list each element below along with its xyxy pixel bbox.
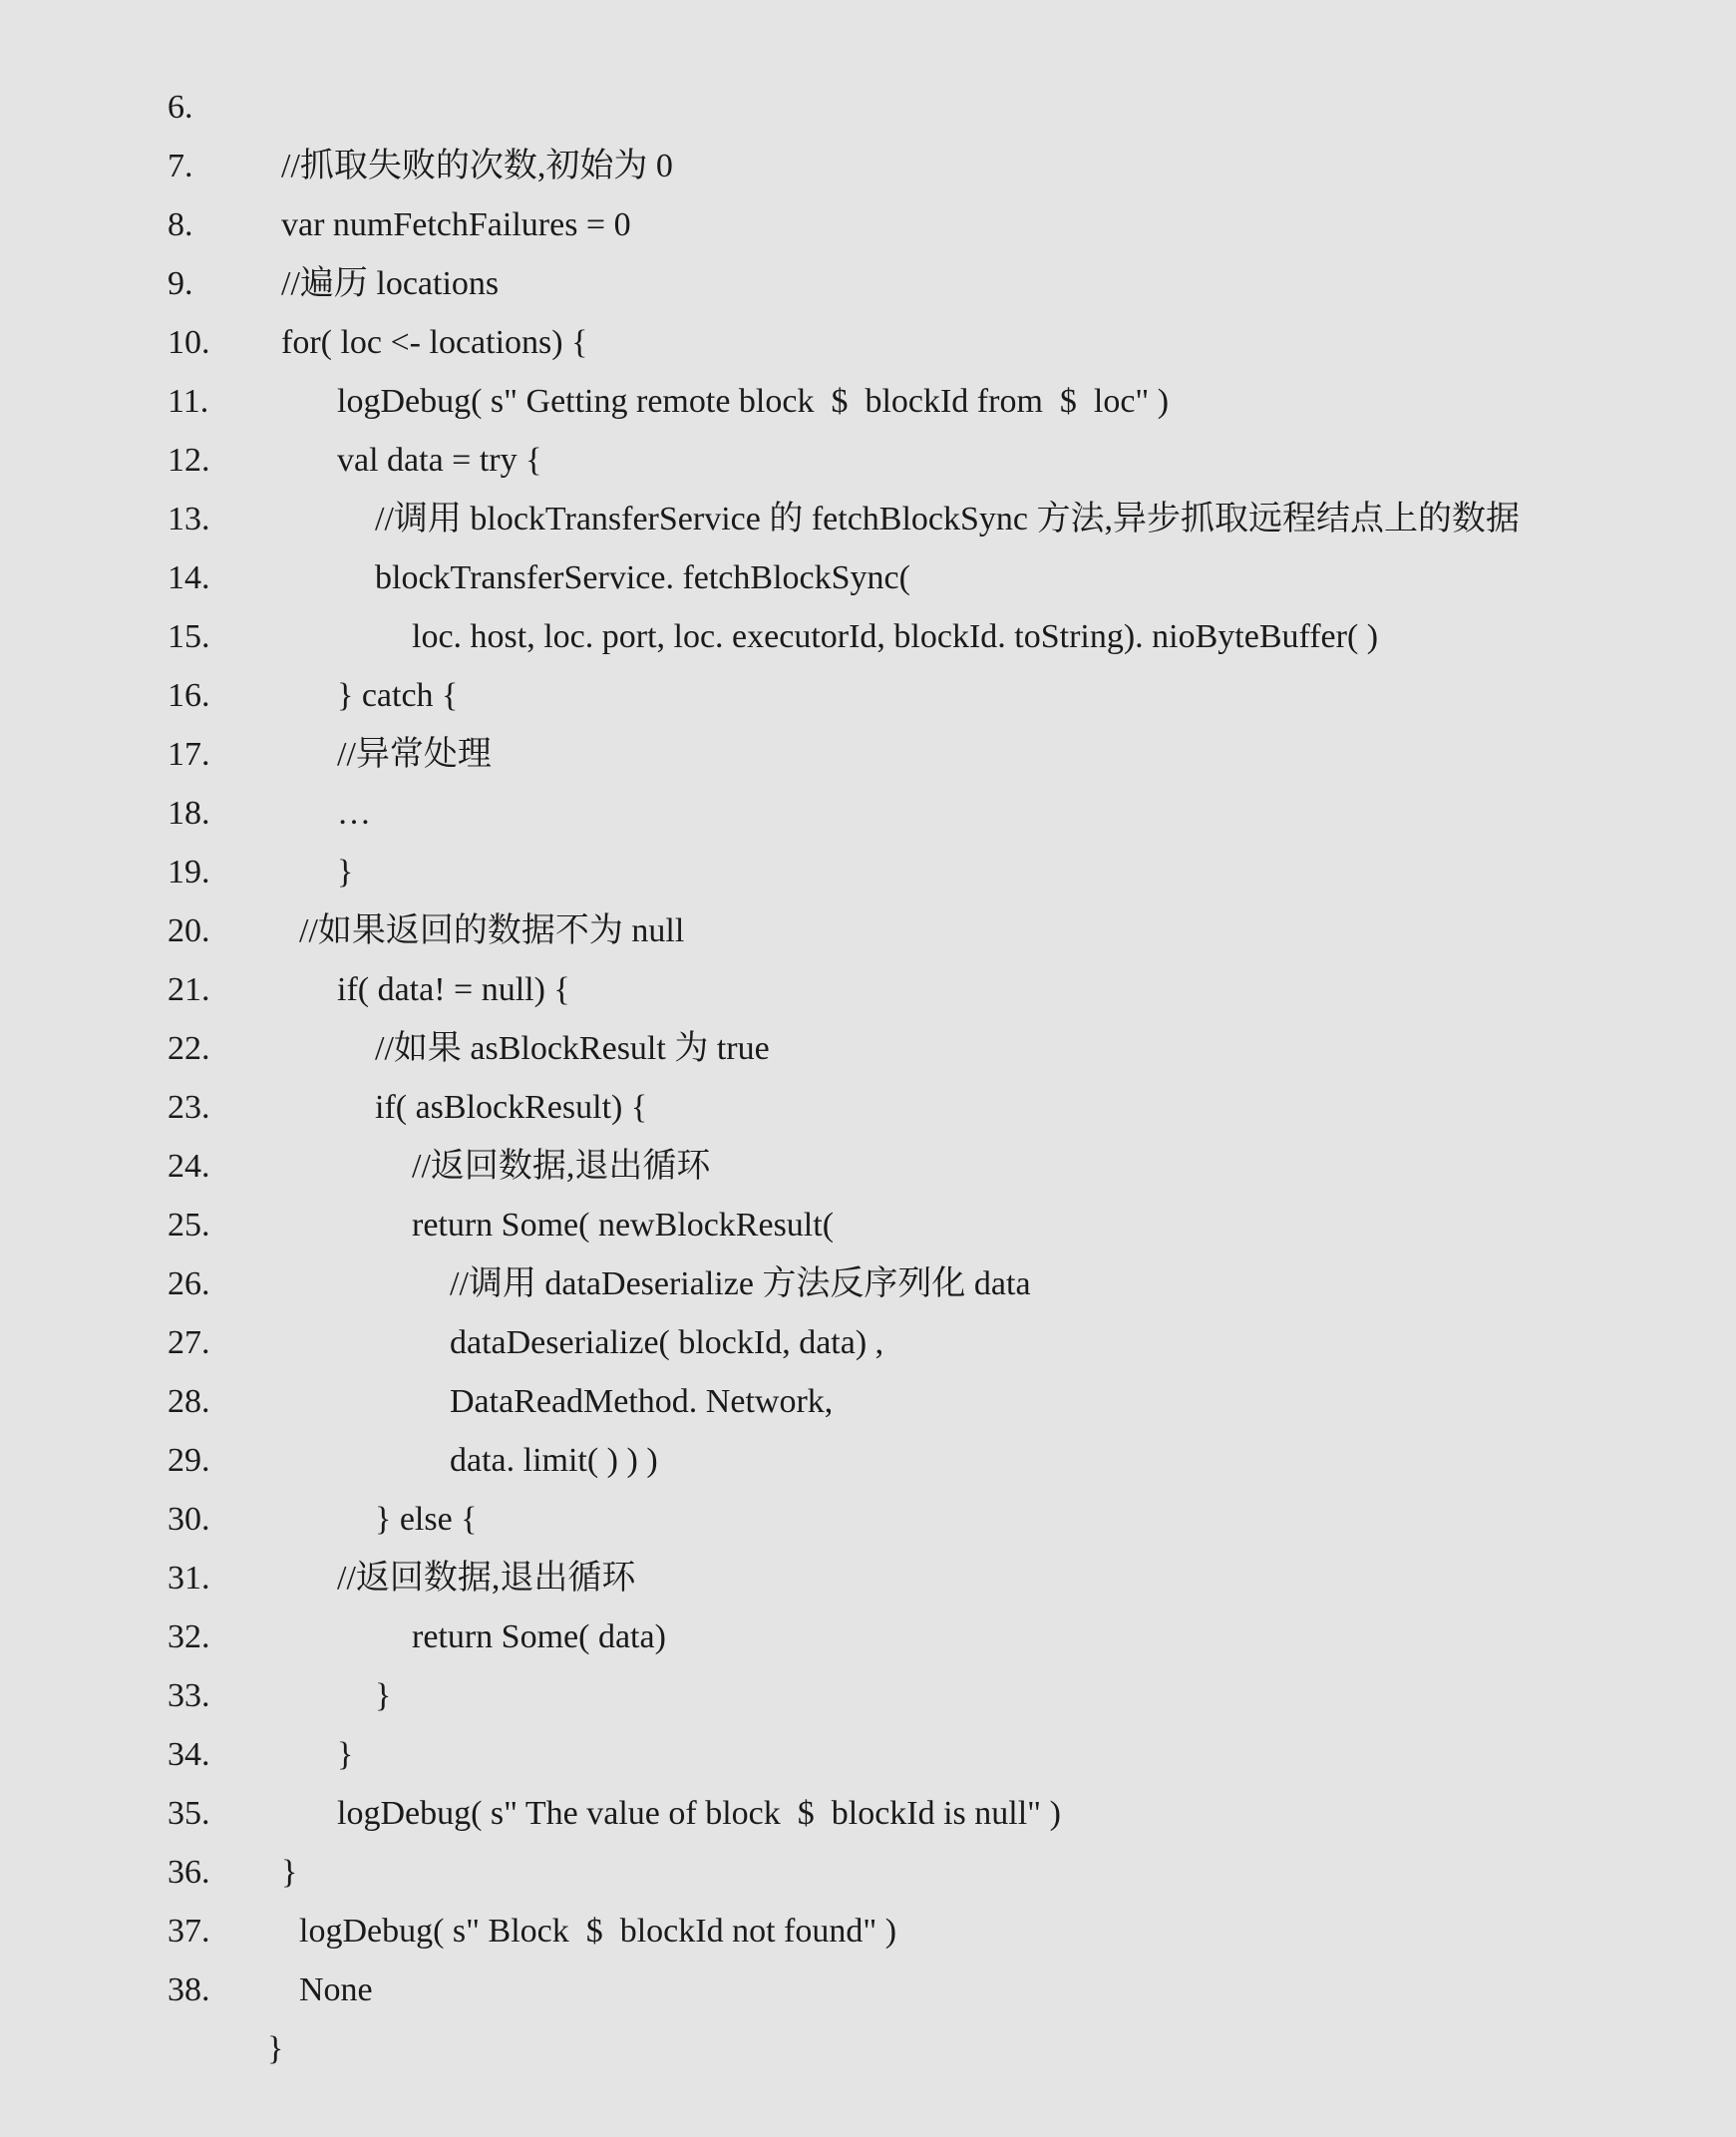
code-comment: //调用 dataDeserialize 方法反序列化 data <box>450 1265 1031 1302</box>
line-number: 7. <box>168 148 193 184</box>
code-text: loc. host, loc. port, loc. executorId, blockId. toString). nioByteBuffer( ) <box>412 618 1379 655</box>
code-comment: //如果返回的数据不为 null <box>299 912 685 949</box>
code-text: for( loc <- locations) { <box>281 324 588 361</box>
code-text: dataDeserialize( blockId, data) , <box>450 1324 884 1361</box>
line-number: 9. <box>168 265 193 302</box>
code-text: logDebug( s" Block $ blockId not found" ) <box>299 1913 897 1950</box>
line-number: 31. <box>168 1560 210 1597</box>
line-number: 33. <box>168 1677 210 1714</box>
line-number: 14. <box>168 559 210 596</box>
line-number: 26. <box>168 1265 210 1302</box>
code-text: logDebug( s" The value of block $ blockId is null" ) <box>337 1795 1061 1832</box>
line-number: 38. <box>168 1971 210 2008</box>
line-number: 28. <box>168 1383 210 1420</box>
code-text: var numFetchFailures = 0 <box>281 206 631 243</box>
code-line <box>0 19 1736 184</box>
line-number: 34. <box>168 1736 210 1773</box>
line-number: 23. <box>168 1089 210 1126</box>
code-text: } <box>375 1677 392 1714</box>
code-text: return Some( data) <box>412 1618 666 1655</box>
line-number: 24. <box>168 1148 210 1185</box>
code-comment: //调用 blockTransferService 的 fetchBlockSync 方法,异步抓取远程结点上的数据 <box>375 501 1520 537</box>
code-comment: //返回数据,退出循环 <box>337 1560 636 1597</box>
line-number: 36. <box>168 1854 210 1891</box>
code-text: None <box>299 1971 373 2008</box>
line-number: 21. <box>168 971 210 1008</box>
code-text: } <box>337 1736 354 1773</box>
code-text: val data = try { <box>337 442 542 479</box>
line-number: 13. <box>168 501 210 537</box>
code-text: } <box>267 2030 284 2067</box>
code-text: … <box>337 795 371 832</box>
line-number: 37. <box>168 1913 210 1950</box>
code-text: } catch { <box>337 677 459 714</box>
line-number: 30. <box>168 1501 210 1538</box>
code-text: if( data! = null) { <box>337 971 570 1008</box>
code-text: } <box>281 1854 298 1891</box>
line-number: 25. <box>168 1207 210 1244</box>
line-number: 11. <box>168 383 209 420</box>
line-number: 8. <box>168 206 193 243</box>
code-text: DataReadMethod. Network, <box>450 1383 834 1420</box>
line-number: 19. <box>168 854 210 890</box>
line-number: 12. <box>168 442 210 479</box>
code-comment: //如果 asBlockResult 为 true <box>375 1030 770 1067</box>
code-text: return Some( newBlockResult( <box>412 1207 835 1244</box>
code-text: data. limit( ) ) ) <box>450 1442 658 1479</box>
line-number: 32. <box>168 1618 210 1655</box>
code-comment: //异常处理 <box>337 736 492 773</box>
code-text: blockTransferService. fetchBlockSync( <box>375 559 910 596</box>
line-number: 15. <box>168 618 210 655</box>
line-number: 20. <box>168 912 210 949</box>
line-number: 22. <box>168 1030 210 1067</box>
code-comment: //遍历 locations <box>281 265 500 302</box>
code-text: logDebug( s" Getting remote block $ blockId from $ loc" ) <box>337 383 1170 420</box>
line-number: 35. <box>168 1795 210 1832</box>
line-number: 16. <box>168 677 210 714</box>
code-comment: //返回数据,退出循环 <box>412 1148 711 1185</box>
line-number: 17. <box>168 736 210 773</box>
line-number: 18. <box>168 795 210 832</box>
line-number: 10. <box>168 324 210 361</box>
line-number: 29. <box>168 1442 210 1479</box>
line-number: 6. <box>168 89 193 126</box>
code-text: } else { <box>375 1501 478 1538</box>
code-text: if( asBlockResult) { <box>375 1089 648 1126</box>
code-text: } <box>337 854 354 890</box>
line-number: 27. <box>168 1324 210 1361</box>
code-comment: //抓取失败的次数,初始为 0 <box>281 148 673 184</box>
